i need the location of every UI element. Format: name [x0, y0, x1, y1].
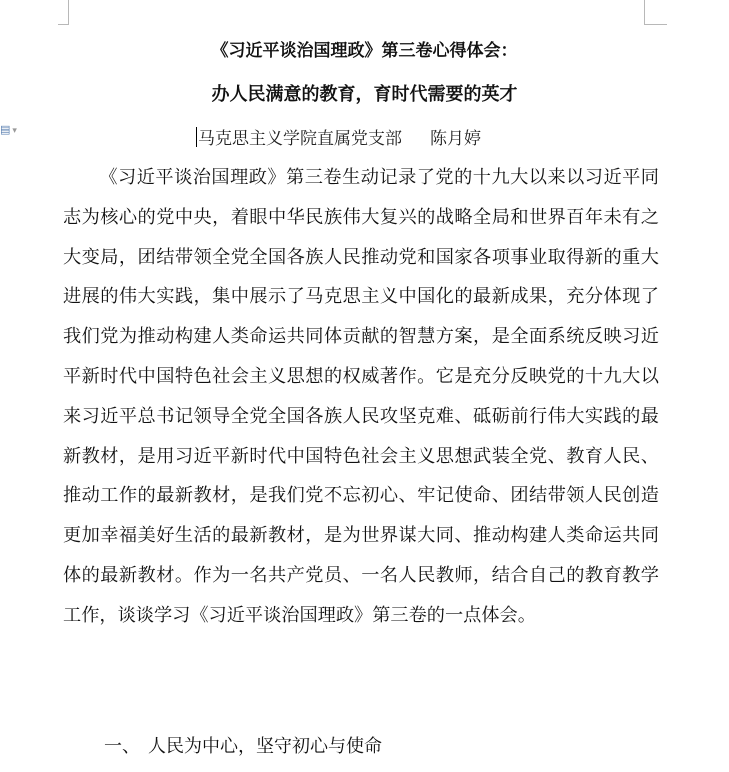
document-icon: ▤ — [0, 123, 11, 136]
author-organization: 马克思主义学院直属党支部 — [198, 129, 402, 149]
margin-corner-top-right — [644, 0, 667, 25]
section-title: 人民为中心，坚守初心与使命 — [148, 736, 382, 757]
author-line — [196, 124, 481, 149]
author-name: 陈月婷 — [430, 129, 481, 149]
section-number: 一、 — [104, 736, 140, 757]
paragraph-handle-icon[interactable] — [0, 123, 17, 136]
chevron-down-icon: ▾ — [12, 126, 17, 136]
margin-corner-top-left — [58, 0, 69, 25]
document-title: 《习近平谈治国理政》第三卷心得体会： — [211, 41, 518, 61]
section-heading — [104, 732, 382, 758]
body-paragraph: 《习近平谈治国理政》第三卷生动记录了党的十九大以来以习近平同志为核心的党中央，着眼中华民族伟大复兴的战略全局和世界百年未有之大变局，团结带领全党全国各族人民推动党和国家各项事业取得新的重大进展的伟大实践，集中展示了马克思主义中国化的最新成果，充分体现了我们党为推动构建人类命运共同体贡献的智慧方案，是全面系统反映习近平新时代中国特色社会主义思想的权威著作。它是充分反映党的十九大以来习近平总书记领导全党全国各族人民攻坚克难、砥砺前行伟大实践的最新教材，是用习近平新时代中国特色社会主义思想武装全党、教育人民、推动工作的最新教材，是我们党不忘初心、牢记使命、团结带领人民创造更加幸福美好生活的最新教材，是为世界谋大同、推动构建人类命运共同体的最新教材。作为一名共产党员、一名人民教师，结合自己的教育教学工作，谈谈学习《习近平谈治国理政》第三卷的一点体会。 — [63, 167, 659, 626]
text-cursor — [196, 127, 197, 147]
document-subtitle: 办人民满意的教育，育时代需要的英才 — [211, 84, 518, 105]
